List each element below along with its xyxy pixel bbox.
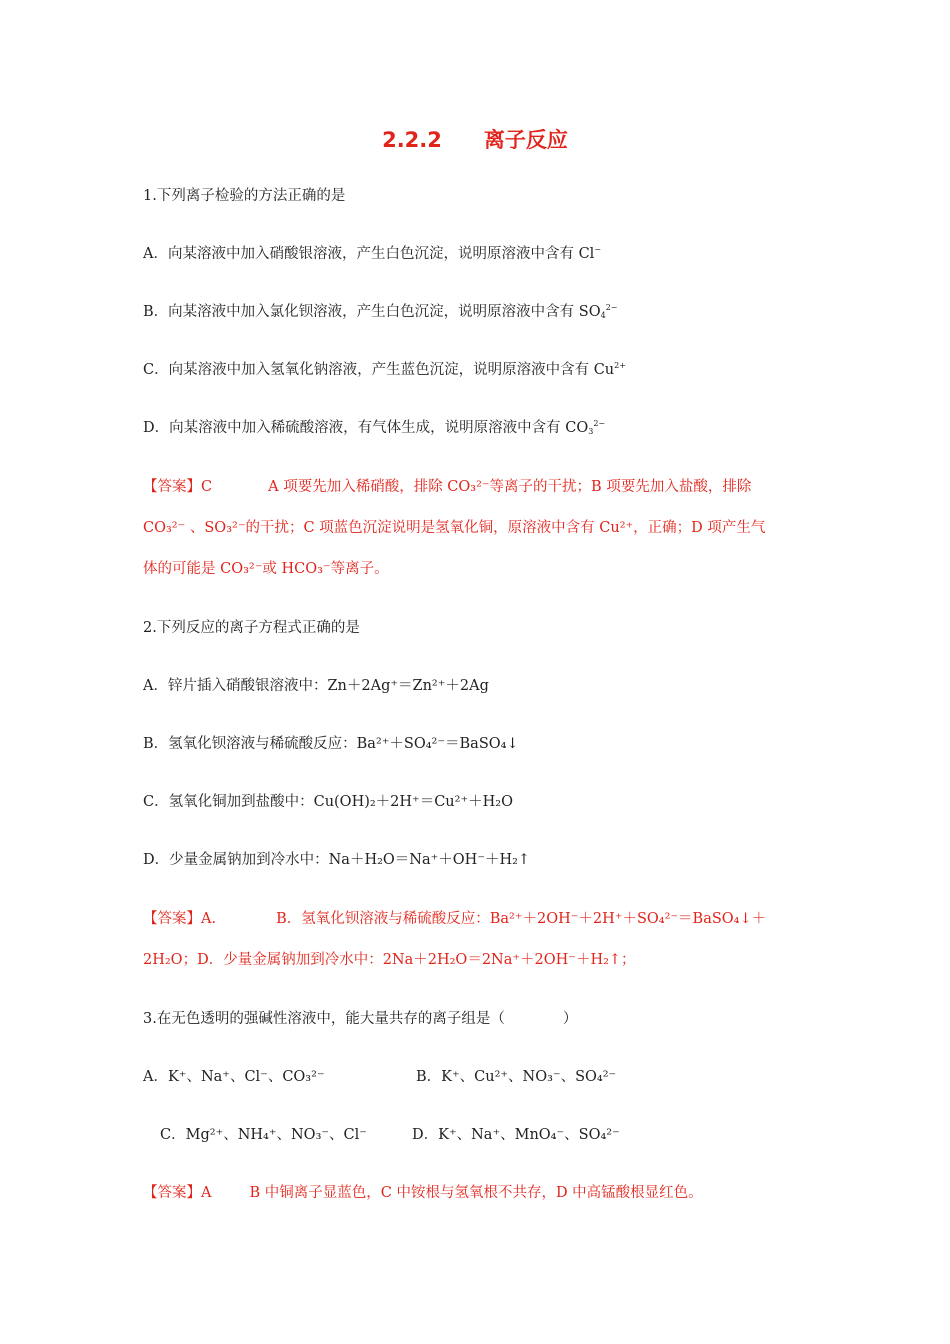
q1-option-a: A．向某溶液中加入硝酸银溶液，产生白色沉淀，说明原溶液中含有 Cl− <box>143 245 602 262</box>
q2-answer-line-1 <box>143 909 766 929</box>
q1-answer-text: A 项要先加入稀硝酸，排除 CO₃²⁻等离子的干扰；B 项要先加入盐酸，排除 <box>268 479 752 495</box>
q3-option-b: B．K⁺、Cu²⁺、NO₃⁻、SO₄²⁻ <box>416 1069 617 1085</box>
q3-answer-line <box>143 1183 703 1203</box>
q1-option-d: D．向某溶液中加入稀硫酸溶液，有气体生成，说明原溶液中含有 $CO_3^{2-}$ <box>143 419 606 436</box>
q3-answer-label: 【答案】A <box>143 1185 212 1201</box>
question-2-stem: 2.下列反应的离子方程式正确的是 <box>143 620 360 636</box>
q2-option-a: A．锌片插入硝酸银溶液中：Zn＋2Ag⁺＝Zn²⁺＋2Ag <box>143 678 489 694</box>
page-title: 2.2.2 离子反应 <box>382 128 568 152</box>
q1-option-b: B．向某溶液中加入氯化钡溶液，产生白色沉淀，说明原溶液中含有 $SO_4^{2-}$ <box>143 303 618 320</box>
q3-option-c: C．Mg²⁺、NH₄⁺、NO₃⁻、Cl⁻ <box>160 1127 367 1143</box>
q2-answer-label: 【答案】A. <box>143 911 217 927</box>
q3-answer-text: B 中铜离子显蓝色，C 中铵根与氢氧根不共存，D 中高锰酸根显红色。 <box>249 1185 703 1201</box>
q1-answer-line-3: 体的可能是 CO₃²⁻或 HCO₃⁻等离子。 <box>143 561 389 577</box>
q2-answer-line-2: 2H₂O；D．少量金属钠加到冷水中：2Na＋2H₂O＝2Na⁺＋2OH⁻＋H₂↑； <box>143 952 636 968</box>
q1-answer-line-1 <box>143 477 751 497</box>
q1-answer-line-2: CO₃²⁻ 、SO₃²⁻的干扰；C 项蓝色沉淀说明是氢氧化铜，原溶液中含有 Cu²⁺，正确；D 项产生气 <box>143 520 766 536</box>
question-1-stem: 1.下列离子检验的方法正确的是 <box>143 188 346 204</box>
q3-option-a: A．K⁺、Na⁺、Cl⁻、CO₃²⁻ <box>143 1069 325 1085</box>
q1-answer-label: 【答案】C <box>143 479 213 495</box>
q1-option-c: C．向某溶液中加入氢氧化钠溶液，产生蓝色沉淀，说明原溶液中含有 $Cu^{2+}$ <box>143 361 626 378</box>
q2-option-b: B．氢氧化钡溶液与稀硫酸反应：Ba²⁺＋SO₄²⁻＝BaSO₄↓ <box>143 736 519 752</box>
q2-answer-text: B．氢氧化钡溶液与稀硫酸反应：Ba²⁺＋2OH⁻＋2H⁺＋SO₄²⁻＝BaSO₄↓＋ <box>276 911 767 927</box>
q2-option-d: D．少量金属钠加到冷水中：Na＋H₂O＝Na⁺＋OH⁻＋H₂↑ <box>143 852 531 868</box>
q2-option-c: C．氢氧化铜加到盐酸中：Cu(OH)₂＋2H⁺＝Cu²⁺＋H₂O <box>143 794 513 810</box>
q3-option-d: D．K⁺、Na⁺、MnO₄⁻、SO₄²⁻ <box>412 1127 620 1143</box>
question-3-stem: 3.在无色透明的强碱性溶液中，能大量共存的离子组是（ ） <box>143 1011 578 1027</box>
